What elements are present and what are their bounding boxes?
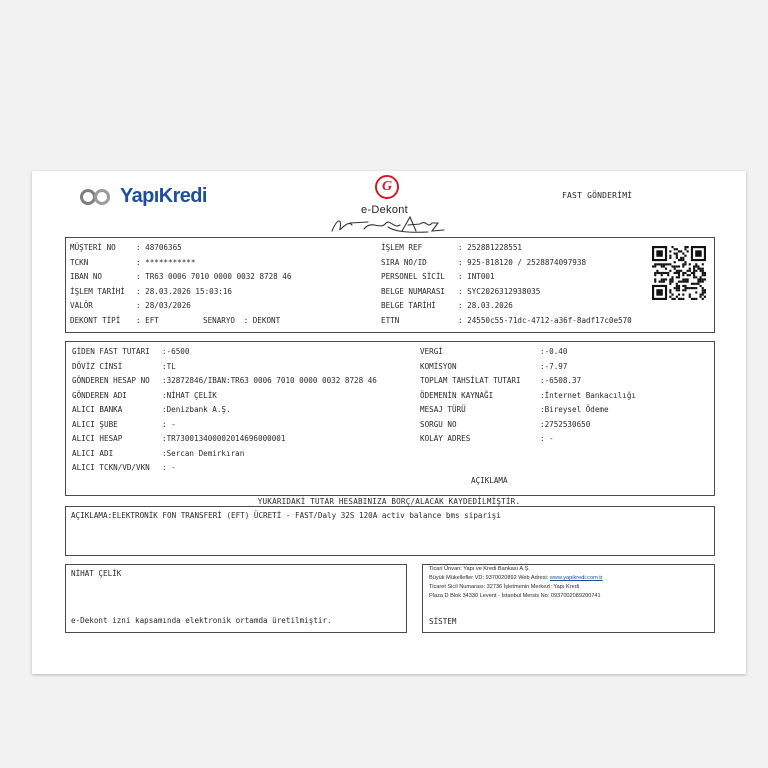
bank-info-line: Plaza D Blok 34330 Levent - İstanbul Mersis No: 0937002089200741 (429, 593, 601, 599)
transfer-field-value: :-6508.37 (540, 376, 582, 385)
account-field-value: : INT001 (458, 272, 495, 281)
customer-name: NİHAT ÇELİK (71, 569, 122, 578)
transfer-field-row (420, 361, 568, 371)
account-field-value: : SYC2026312938035 (458, 286, 541, 296)
account-field-label: BELGE NUMARASI (381, 286, 446, 296)
account-field-row (70, 315, 159, 325)
transfer-field-row (72, 361, 176, 371)
transfer-field-label: VERGİ (420, 347, 443, 356)
account-field-label: ETTN (381, 315, 400, 325)
transfer-field-label: GÖNDEREN ADI (72, 390, 127, 400)
yapikredi-logo (80, 185, 207, 208)
transfer-field-row (420, 405, 609, 414)
account-field-label: VALÖR (70, 301, 93, 310)
transfer-field-label: DÖVİZ CİNSİ (72, 361, 123, 371)
transfer-field-value: : - (162, 463, 176, 472)
transfer-field-row (72, 347, 190, 356)
bank-info-line: Büyük Mükellefler VD: 9370020892 Web Adresi: www.yapikredi.com.tr (429, 575, 603, 581)
description-box (65, 506, 715, 556)
account-field-value: : 252881228551 (458, 243, 523, 252)
scenario-label: SENARYO (203, 316, 236, 325)
transfer-field-label: ALICI BANKA (72, 405, 123, 414)
bank-info-line: Ticaret Sicil Numarası: 32736 İşletmenin Merkezi: Yapı Kredi (429, 584, 580, 590)
web-link[interactable]: www.yapikredi.com.tr (549, 575, 603, 581)
transfer-field-label: TOPLAM TAHSİLAT TUTARI (420, 376, 521, 385)
transfer-field-row (420, 347, 568, 356)
transfer-field-row (72, 434, 286, 443)
account-field-value: : TR63 0006 7010 0000 0032 8728 46 (136, 272, 292, 281)
transfer-field-label: MESAJ TÜRÜ (420, 405, 466, 414)
qr-code-icon (652, 246, 706, 300)
account-field-label: İŞLEM REF (381, 243, 423, 252)
account-field-label: DEKONT TİPİ (70, 315, 121, 325)
transfer-field-label: KOMİSYON (420, 361, 457, 371)
transfer-field-value: :-6500 (162, 347, 190, 356)
transfer-field-row (72, 463, 176, 472)
account-field-label: BELGE TARİHİ (381, 301, 436, 310)
account-field-label: MÜŞTERİ NO (70, 243, 116, 252)
account-field-row (381, 243, 523, 252)
account-field-row (381, 257, 587, 267)
account-field-row (70, 301, 191, 310)
transfer-field-value: :-0.40 (540, 347, 568, 356)
debit-credit-banner: YUKARIDAKİ TUTAR HESABINIZA BORÇ/ALACAK KAYDEDİLMİŞTİR. (257, 497, 521, 506)
transfer-type-label: FAST GÖNDERİMİ (562, 191, 633, 200)
bank-info-box (422, 564, 715, 633)
account-field-row (381, 301, 513, 310)
transfer-field-value: :TL (162, 361, 176, 371)
account-field-label: SIRA NO/ID (381, 257, 427, 267)
transfer-field-row (72, 448, 245, 458)
transfer-field-value: : - (162, 419, 176, 429)
account-field-value: : 28.03.2026 15:03:16 (136, 286, 233, 296)
transfer-field-value: :Bireysel Ödeme (540, 405, 609, 414)
transfer-field-value: :TR730013400002014696000001 (162, 434, 286, 443)
transfer-field-value: :-7.97 (540, 361, 568, 371)
account-field-value: : EFT (136, 315, 159, 325)
account-field-row (70, 286, 233, 296)
bank-info-line: Ticari Ünvan: Yapı ve Kredi Bankası A.Ş. (429, 566, 530, 572)
account-field-value: : 28.03.2026 (458, 301, 513, 310)
gib-emblem-icon: G (375, 175, 399, 199)
scenario-value: : DEKONT (243, 316, 281, 325)
transfer-field-label: ALICI ADI (72, 448, 114, 458)
transfer-field-row (72, 390, 217, 400)
transfer-field-row (420, 376, 582, 385)
transfer-field-row (420, 419, 591, 429)
transfer-field-label: SORGU NO (420, 419, 457, 429)
account-field-row (70, 243, 182, 252)
transfer-field-value: :Sercan Demirkıran (162, 448, 245, 458)
transfer-field-row (72, 405, 231, 414)
account-field-label: IBAN NO (70, 272, 103, 281)
transfer-field-row (72, 419, 176, 429)
customer-box (65, 564, 407, 633)
signature-icon (328, 213, 452, 235)
scenario-row (203, 316, 280, 325)
account-field-row (70, 257, 196, 267)
transfer-field-row (72, 376, 377, 385)
transfer-field-value: : - (540, 434, 554, 443)
transfer-field-value: :32872846/IBAN:TR63 0006 7010 0000 0032 8728 46 (162, 376, 377, 385)
transfer-field-label: GİDEN FAST TUTARI (72, 347, 150, 356)
transfer-field-row (420, 390, 637, 400)
transfer-field-value: :Denizbank A.Ş. (162, 405, 231, 414)
account-field-value: : 925-818120 / 2528874097938 (458, 257, 587, 267)
account-field-row (381, 315, 632, 325)
description-text: AÇIKLAMA:ELEKTRONİK FON TRANSFERİ (EFT) ÜCRETİ - FAST/Daly 32S 120A activ balance bms siparişi (71, 511, 501, 520)
transfer-field-label: ALICI ŞUBE (72, 419, 118, 429)
account-field-row (70, 272, 292, 281)
logo-text: YapıKredi (120, 185, 207, 207)
account-field-label: PERSONEL SİCİL (381, 272, 446, 281)
transfer-field-row (420, 434, 554, 443)
transfer-field-label: ALICI TCKN/VD/VKN (72, 463, 150, 472)
receipt-sheet (32, 171, 746, 674)
aciklama-heading: AÇIKLAMA (471, 476, 508, 485)
account-field-value: : 28/03/2026 (136, 301, 191, 310)
doc-title: e-Dekont (361, 204, 409, 216)
account-field-label: TCKN (70, 257, 89, 267)
account-field-row (381, 272, 495, 281)
account-field-row (381, 286, 541, 296)
account-field-label: İŞLEM TARİHİ (70, 286, 125, 296)
transfer-field-value: :NİHAT ÇELİK (162, 390, 217, 400)
account-field-value: : 24550c55-71dc-4712-a36f-8adf17c0e570 (458, 315, 632, 325)
system-label: SİSTEM (429, 617, 457, 626)
transfer-field-label: ALICI HESAP (72, 434, 123, 443)
edekont-note: e-Dekont izni kapsamında elektronik ortamda üretilmiştir. (71, 616, 332, 625)
transfer-field-value: :2752530650 (540, 419, 591, 429)
account-field-value: : *********** (136, 257, 196, 267)
account-info-box (65, 237, 715, 333)
transfer-field-label: KOLAY ADRES (420, 434, 471, 443)
transfer-details-box (65, 341, 715, 496)
transfer-field-label: ÖDEMENİN KAYNAĞI (420, 390, 494, 400)
transfer-field-label: GÖNDEREN HESAP NO (72, 376, 150, 385)
account-field-value: : 48706365 (136, 243, 182, 252)
yapikredi-logo-icon (80, 187, 118, 207)
transfer-field-value: :İnternet Bankacılığı (540, 390, 637, 400)
